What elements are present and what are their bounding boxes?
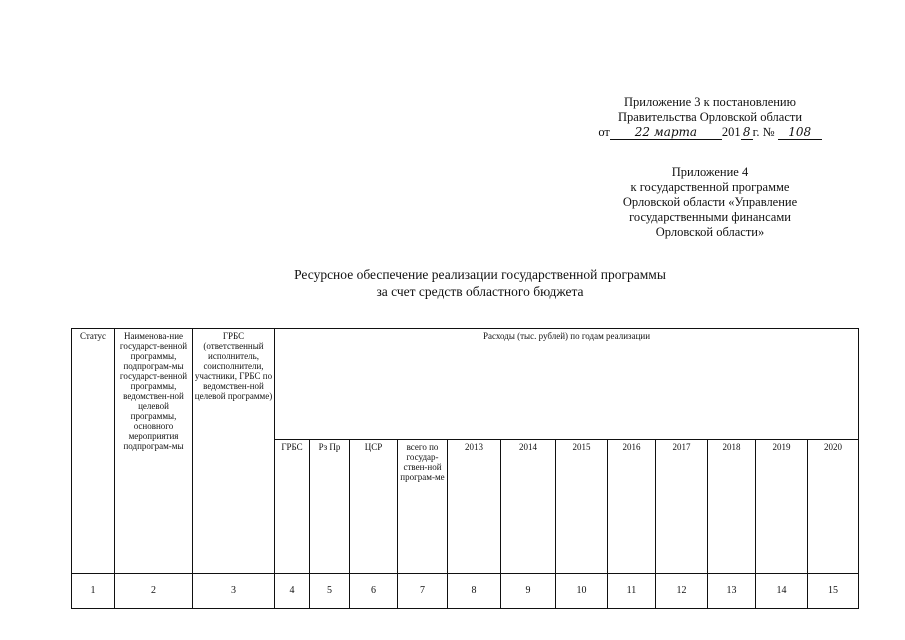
header-year-2018: 2018 [708, 440, 756, 574]
appendix-3-line1: Приложение 3 к постановлению [624, 95, 796, 109]
year-suffix: г. № [752, 125, 775, 139]
column-number: 9 [501, 574, 556, 609]
appendix-3-line2: Правительства Орловской области [617, 110, 803, 124]
header-status: Статус [72, 329, 115, 574]
column-number: 12 [656, 574, 708, 609]
header-year-2013: 2013 [448, 440, 501, 574]
header-grbs: ГРБС [275, 440, 310, 574]
column-number: 1 [72, 574, 115, 609]
handwritten-decree-number: 108 [778, 126, 822, 140]
document-title [215, 266, 745, 300]
appendix-4-header [575, 165, 845, 240]
appendix-4-line3: Орловской области «Управление [622, 195, 798, 209]
header-rz-pr: Рз Пр [310, 440, 350, 574]
column-number: 8 [448, 574, 501, 609]
column-number: 5 [310, 574, 350, 609]
column-number: 7 [398, 574, 448, 609]
header-total: всего по государ-ствен-ной програм-ме [398, 440, 448, 574]
resource-table [71, 328, 859, 609]
header-year-2017: 2017 [656, 440, 708, 574]
column-number: 11 [608, 574, 656, 609]
header-grbs-executor: ГРБС (ответственный исполнитель, соисполнители, участники, ГРБС по ведомствен-ной целевой программе) [193, 329, 275, 574]
document-title-line2: за счет средств областного бюджета [376, 284, 584, 299]
appendix-4-line4: государственными финансами [629, 210, 791, 224]
handwritten-date: 22 марта [610, 126, 722, 140]
appendix-4-line1: Приложение 4 [671, 165, 749, 179]
header-year-2016: 2016 [608, 440, 656, 574]
column-number: 4 [275, 574, 310, 609]
appendix-4-line5: Орловской области» [655, 225, 765, 239]
document-title-line1: Ресурсное обеспечение реализации государственной программы [294, 267, 666, 282]
column-number: 2 [115, 574, 193, 609]
header-year-2014: 2014 [501, 440, 556, 574]
column-number: 13 [708, 574, 756, 609]
header-expenses: Расходы (тыс. рублей) по годам реализации [275, 329, 859, 440]
header-program-name: Наименова-ние государст-венной программы, подпрограм-мы государст-венной программы, ведомствен-ной целевой программы, основного мероприятия подпрограм-мы [115, 329, 193, 574]
from-prefix: от [598, 125, 610, 139]
column-number: 3 [193, 574, 275, 609]
handwritten-year-digit: 8 [741, 126, 753, 140]
column-number: 15 [808, 574, 859, 609]
header-year-2020: 2020 [808, 440, 859, 574]
year-prefix: 201 [721, 125, 741, 139]
column-number: 10 [556, 574, 608, 609]
column-number: 6 [350, 574, 398, 609]
appendix-3-header [575, 95, 845, 140]
header-csr: ЦСР [350, 440, 398, 574]
header-year-2019: 2019 [756, 440, 808, 574]
appendix-4-line2: к государственной программе [630, 180, 790, 194]
decree-date-number-line [575, 125, 845, 140]
header-year-2015: 2015 [556, 440, 608, 574]
column-number: 14 [756, 574, 808, 609]
